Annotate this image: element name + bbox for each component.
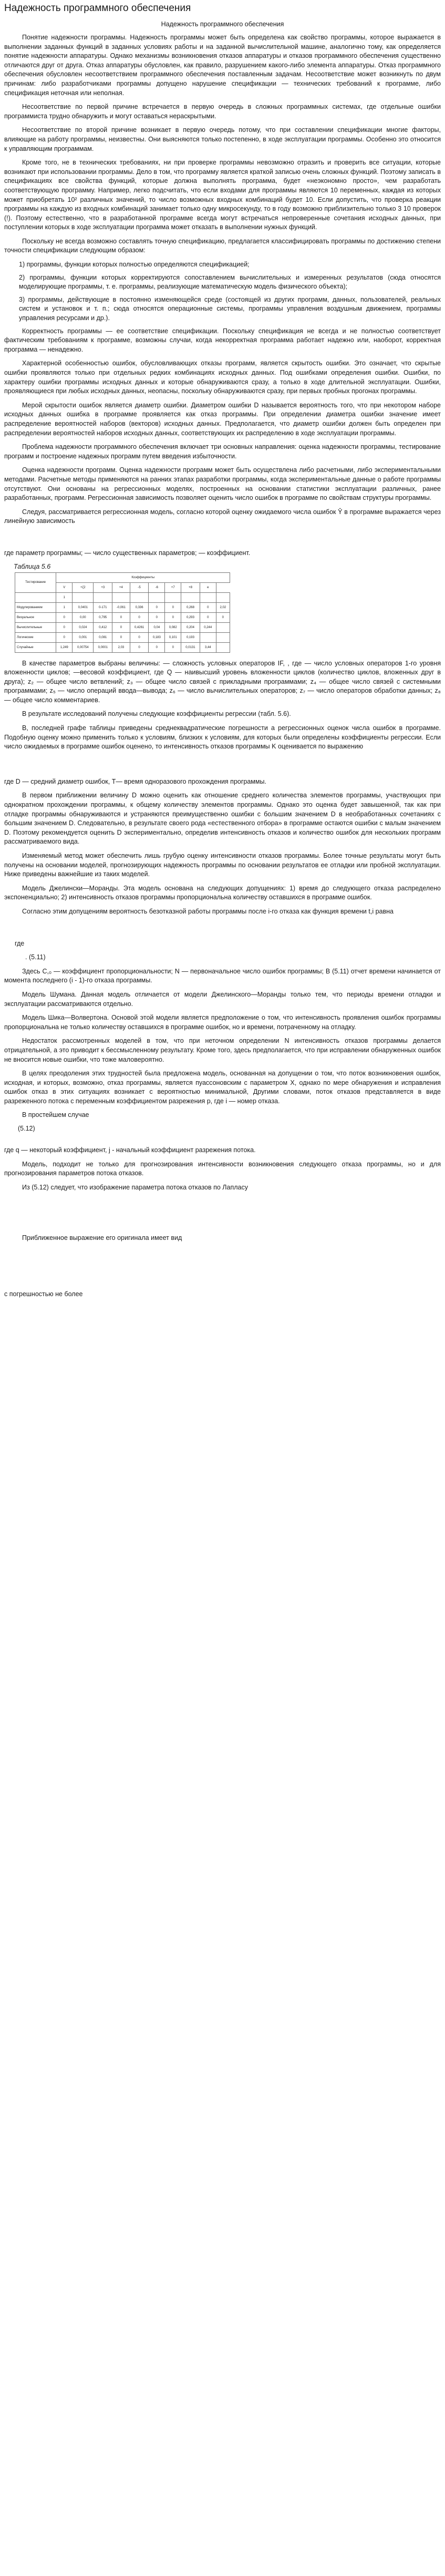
- paragraph-q-coefficient: где q — некоторый коэффициент, j - начальный коэффициент разрежения потока.: [4, 1146, 256, 1154]
- paragraph-correctness: Корректность программы — ее соответствие спецификации. Поскольку спецификация не всегда и не полностью соответствует фактическим требованиям к программе, возможны случаи, когда некорректная программа работает надежно или, наоборот, корректная программа — ненадежно.: [4, 327, 441, 353]
- table-cell: [130, 592, 149, 602]
- table-cell: 2,03: [112, 642, 130, 652]
- table-cell: [216, 622, 230, 632]
- formula3-label: где: [15, 939, 25, 947]
- table-cell: 0,081: [94, 632, 112, 642]
- document-page: [0, 2, 445, 1299]
- table-cell: 0,336: [130, 602, 149, 612]
- table-cell: 0: [200, 602, 216, 612]
- formula-5-12: (5.12): [18, 1125, 35, 1133]
- table-cell: [181, 592, 200, 602]
- table-row: [15, 642, 230, 652]
- paragraph-first-cause: Несоответствие по первой причине встречается в первую очередь в сложных программных системах, где отдельные ошибки программиста трудно обнаружить и могут оставаться нераскрытыми.: [4, 103, 441, 120]
- paragraph-laplace: Из (5.12) следует, что изображение параметра потока отказов по Лапласу: [22, 1183, 248, 1191]
- table-cell: 0,412: [94, 622, 112, 632]
- formula1-note: где параметр программы; — число существенных параметров; — коэффициент.: [4, 549, 251, 557]
- table-cell: 0: [149, 612, 165, 622]
- paragraph-hidden-errors: Характерной особенностью ошибок, обусловливающих отказы программ, является скрытость ошибки. Это означает, что скрытые ошибки проявляются только при отдельных редких комбинациях исходных данных. Под ошибками определения ошибки. Ошибки, по характеру ошибки программы исходных данных и которые обнаруживаются сразу, а только в ходе длительной эксплуатации. Ошибки, проявляющиеся при любых исходных данных, неопасны, поскольку обнаруживаются сразу, при первых пробных прогонах программы.: [4, 360, 441, 395]
- paragraph-method-note: Изменяемый метод может обеспечить лишь грубую оценку интенсивности отказов программы. Более точные результаты могут быть получены на основании моделей, прогнозирующих надежность программы по основании результатов ее отладки или пробной эксплуатации. Ниже приведены важнейшие из таких моделей.: [4, 852, 441, 878]
- table-row: [15, 602, 230, 612]
- paragraph-input-combinations: Кроме того, не в технических требованиях, ни при проверке программы невозможно отразить и проверить все ситуации, которые возникают при использовании программы. Дело в том, что программу является краткой записью очень сложных функций. Поэтому записать в спецификациях все свойства функций, которые должна выполнять программа, будет «неэкономно просто», чем разработать соответствующую программу. Например, легко подсчитать, что если входами для программы являются 10 переменных, каждая из которых может приобретать 10² различных значений, то число возможных входных комбинаций будет 10. Если допустить, что проверка реакции программы на каждую из входных комбинаций занимает только одну микросекунду, то в году возможно приблизительно только 3 10 проверок (!). Поэтому естественно, что в разработанной программе всегда могут встречаться непроверенные сочетания исходных данных, при поступлении которых в ходе эксплуатации программа может отказать в выполнении нужных функций.: [4, 159, 441, 231]
- table-cell: 0,082: [165, 622, 181, 632]
- table-cell: 0,795: [94, 612, 112, 622]
- paragraph-shuman: Модель Шумана. Данная модель отличается от модели Джелинского—Моранды только тем, что периоды времени отладки и эксплуатации рассматриваются отдельно.: [4, 990, 441, 1008]
- table-cell: [200, 592, 216, 602]
- table-cell: [149, 592, 165, 602]
- table-cell: 1: [56, 592, 73, 602]
- paragraph-coefficients-explained: Здесь C,₀ — коэффициент пропорциональности; N — первоначальное число ошибок программы; В (5.11) отчет времени начинается от момента последнего (i - 1)-го отказа программы.: [4, 967, 441, 984]
- table-header-testing: Тестирование: [15, 572, 56, 592]
- page-subtitle: Надежность программного обеспечения: [161, 20, 284, 28]
- table-subheader-cell: -5: [130, 582, 149, 592]
- table-cell: 0: [56, 632, 73, 642]
- table-row: [15, 622, 230, 632]
- table-cell: 3,44: [200, 642, 216, 652]
- table-cell: 0: [112, 622, 130, 632]
- table-cell: 0: [130, 642, 149, 652]
- list-item-3: 3) программы, действующие в постоянно изменяющейся среде (состоящей из других программ, данных, пользователей, реальных систем и установок и т. п.; сюда относятся операционные системы, программы управления воздушным движением, программы управления ресурсами и др.).: [19, 295, 441, 322]
- table-row: [15, 632, 230, 642]
- table-subheader-cell: e: [200, 582, 216, 592]
- table-row-label: Логические: [15, 632, 56, 642]
- table-cell: 0,001: [73, 632, 94, 642]
- table-row: [15, 592, 230, 602]
- paragraph-problem-directions: Проблема надежности программного обеспечения включает три основных направления: оценка надежности программы, тестирование программ и построение надежных программ путем введения избыточности.: [4, 443, 441, 460]
- paragraph-poisson-model: В целях преодоления этих трудностей была предложена модель, основанная на допущении о том, что поток возникновения ошибок, исходная, и которых, возможно, отказ программы, является пуассоновским с параметром X, однако по мере обнаружения и исправления ошибок отказ в этих ситуациях возникает с вероятностью минимальной, Другими словами, поток отказов представляется в виде разреженного потока с переменным коэффициентом разрежения p, где i — номер отказа.: [4, 1070, 441, 1105]
- table-cell: 0: [165, 602, 181, 612]
- table-cell: [216, 642, 230, 652]
- table-cell: [94, 592, 112, 602]
- table-cell: 0,04: [149, 622, 165, 632]
- table-subheader-cell: V: [56, 582, 73, 592]
- table-cell: 0,0131: [181, 642, 200, 652]
- paragraph-second-cause: Несоответствие по второй причине возникает в первую очередь потому, что при составлении спецификации многие факторы, влияющие на работу программы, неизвестны. Они выясняются только постепенно, в ходе эксплуатации программы. Особенно это относится к управляющим программам.: [4, 126, 441, 152]
- table-cell: 0: [149, 642, 165, 652]
- table-cell: 1,249: [56, 642, 73, 652]
- paragraph-reliability-estimation: Оценка надежности программ. Оценка надежности программ может быть осуществлена либо расчетными, либо экспериментальными методами. Расчетные методы применяются на ранних этапах разработки программы, когда экспериментальные данные о работе программы отсутствуют. Они основаны на регрессионных моделях, построенных на основании статистики эксплуатации различных, ранее разработанных, программ. Регрессионная зависимость позволяет оценить число ошибок в программе по свойствам структуры программы.: [4, 466, 441, 502]
- table-cell: 0: [165, 612, 181, 622]
- table-cell: 0-171: [94, 602, 112, 612]
- table-row: [15, 612, 230, 622]
- paragraph-probability: Согласно этим допущениям вероятность безотказной работы программы после i-го отказа как функция времени t,i равна: [22, 907, 394, 915]
- paragraph-parameters: В качестве параметров выбраны величины: — сложность условных операторов IF, , где — число условных операторов 1-го уровня вложенности циклов; —весовой коэффициент, где Q — наивысший уровень вложенности циклов (количество циклов, вложенных друг в друга); z₂ — общее число ветвлений; z₃ — общее число связей с прикладными программами; z₄ — общее число связей с системными программами; z₅ — число операций ввода—вывода; z₆ — число вычислительных операторов; z₇ — число операторов обработки данных; z₈ — общее число комментариев.: [4, 659, 441, 704]
- table-cell: 0,00: [73, 612, 94, 622]
- table-cell: 0,00754: [73, 642, 94, 652]
- table-row-label: Визуальное: [15, 612, 56, 622]
- paragraph-approximation: Приближенное выражение его оригинала имеет вид: [22, 1234, 182, 1242]
- formula3-number: . (5.11): [25, 953, 46, 961]
- table-cell: [216, 592, 230, 602]
- paragraph-drawbacks: Недостаток рассмотренных моделей в том, что при неточном определении N интенсивность отказов программы делается отрицательной, а это приводит к бессмысленному результату. Кроме того, здесь предполагается, что при исправлении обнаруженных ошибок не вносится новые ошибки, что тоже маловероятно.: [4, 1037, 441, 1063]
- table-cell: 0,183: [149, 632, 165, 642]
- table-subheader-cell: +7: [165, 582, 181, 592]
- table-cell: 0,204: [181, 622, 200, 632]
- paragraph-d-estimation: В первом приближении величину D можно оценить как отношение среднего количества элементов программы, участвующих при однократном прохождении программы, к общему количеству элементов программы. Однако это оценка будет завышенной, так как при отладке программы обнаруживаются и устраняются преимущественно ошибки с большим значением D в необработанных сочетаниях с большим значением D. Следовательно, в результате своего рода «естественного отбора» в программе остаются ошибки с малым значением D. Поэтому рекомендуется оценить D экспериментально, определив интенсивность отказов и количество ошибок для нескольких программ рассматриваемого вида.: [4, 792, 441, 846]
- table-caption: Таблица 5.6: [14, 562, 51, 570]
- table-subheader-cell: +ζ2: [73, 582, 94, 592]
- table-subheader-cell: +3: [94, 582, 112, 592]
- table-cell: 0: [130, 612, 149, 622]
- paragraph-classification: Поскольку не всегда возможно составлять точную спецификацию, предлагается классифицировать программы по достижению степени точности спецификации следующим образом:: [4, 237, 441, 254]
- regression-coefficients-table: [15, 572, 230, 653]
- paragraph-shick-wolverton: Модель Шика—Волвертона. Основой этой модели является предположение о том, что интенсивность проявления ошибок программы пропорциональна не только количеству оставшихся в программе ошибок, но и времени, потраченному на отладку.: [4, 1014, 441, 1031]
- table-cell: 0,024: [73, 622, 94, 632]
- table-cell: 0,0001: [94, 642, 112, 652]
- paragraph-regression-model: Следуя, рассматривается регрессионная модель, согласно которой оценку ожидаемого числа ошибок Ŷ в программе выражается через линейную зависимость: [4, 508, 441, 525]
- paragraph-last-column: В, последней графе таблицы приведены среднеквадратические погрешности а регрессионных оценок числа ошибок в программе. Подобную оценку можно применить только к условиям, близких к условиям, для которых были определены коэффициенты регрессии. Если число ожидаемых в программе ошибок оценено, то интенсивность отказов программы K оценивается по выражению: [4, 724, 441, 751]
- list-item-1: 1) программы, функции которых полностью определяются спецификацией;: [19, 261, 250, 269]
- paragraph-error-bound: с погрешностью не более: [4, 1290, 83, 1298]
- table-cell: 0,101: [165, 632, 181, 642]
- table-row-label: Случайные: [15, 642, 56, 652]
- table-header-coefficients: Коэффициенты: [56, 572, 230, 582]
- paragraph-error-diameter: Мерой скрытости ошибок является диаметр ошибки. Диаметром ошибки D называется вероятность того, что при некотором наборе исходных данных ошибка в программе проявляется как отказ программы. При определении диаметра ошибки значение имеет распределение вероятностей наборов (векторов) исходных данных. Предполагается, что диаметр ошибки должен быть определен при распределении вероятностей наборов исходных данных, соответствующих их распределению в ходе эксплуатации программы.: [4, 401, 441, 437]
- paragraph-model-forecast: Модель, подходит не только для прогнозирования интенсивности возникновения следующего отказа программы, но и для прогнозирования параметров потока отказов.: [4, 1160, 441, 1177]
- paragraph-results: В результате исследований получены следующие коэффициенты регрессии (табл. 5.6).: [22, 710, 291, 718]
- table-cell: 0: [165, 642, 181, 652]
- list-item-2: 2) программы, функции которых корректируются сопоставлением вычислительных и измеренных результатов (сюда относятся моделирующие программы, т. е. программы, реализующие математическую модель физического объекта);: [19, 273, 441, 291]
- paragraph-reliability-concept: Понятие надежности программы. Надежность программы может быть определена как свойство программы, которое выражается в выполнении заданных функций в заданных условиях работы и на заданной вычислительной машине, аналогично тому, как определяется понятие надежности аппаратуры. Однако механизмы возникновения отказов аппаратуры и отказов программного обеспечения существенно отличаются друг от друга. Отказ аппаратуры обусловлен, как правило, разрушением какого-либо элемента аппаратуры. Отказ программного обеспечения обусловлен несоответствием программного обеспечения поставленным задачам. Несоответствие может возникнуть по двум причинам: либо разработчиками программы допущено нарушение спецификации — технических требований к программе, либо спецификация неточная или неполная.: [4, 34, 441, 97]
- table-subheader-cell: +4: [112, 582, 130, 592]
- formula2-note: где D — средний диаметр ошибок, T— время одноразового прохождения программы.: [4, 777, 266, 785]
- table-cell: [73, 592, 94, 602]
- table-cell: [216, 632, 230, 642]
- table-subheader-cell: +8: [181, 582, 200, 592]
- table-cell: 0: [112, 632, 130, 642]
- paragraph-simplest-case: В простейшем случае: [22, 1111, 89, 1119]
- table-cell: 0: [130, 632, 149, 642]
- table-cell: 0,193: [181, 632, 200, 642]
- table-cell: [112, 592, 130, 602]
- table-cell: 0: [216, 612, 230, 622]
- table-cell: 2,02: [216, 602, 230, 612]
- table-cell: 0: [200, 612, 216, 622]
- paragraph-jelinski-moranda: Модель Джелински—Моранды. Эта модель основана на следующих допущениях: 1) время до следующего отказа распределено экспоненциально; 2) интенсивность отказов программы пропорциональна количеству оставшихся в программе ошибок.: [4, 884, 441, 901]
- table-cell: 0,244: [200, 622, 216, 632]
- table-cell: 0: [56, 622, 73, 632]
- table-cell: 0: [149, 602, 165, 612]
- table-cell: [200, 632, 216, 642]
- page-title: Надежность программного обеспечения: [4, 3, 191, 14]
- table-row-label: Вычислительные: [15, 622, 56, 632]
- table-cell: 0,4261: [130, 622, 149, 632]
- table-cell: 0,268: [181, 602, 200, 612]
- table-cell: 0,0401: [73, 602, 94, 612]
- table-cell: 0: [112, 612, 130, 622]
- table-row-label: [15, 592, 56, 602]
- table-cell: [165, 592, 181, 602]
- table-cell: 0: [56, 612, 73, 622]
- table-subheader-cell: -6: [149, 582, 165, 592]
- table-cell: -0,061: [112, 602, 130, 612]
- table-cell: 0,293: [181, 612, 200, 622]
- table-cell: 1: [56, 602, 73, 612]
- table-body: [15, 592, 230, 652]
- table-row-label: Модулированием: [15, 602, 56, 612]
